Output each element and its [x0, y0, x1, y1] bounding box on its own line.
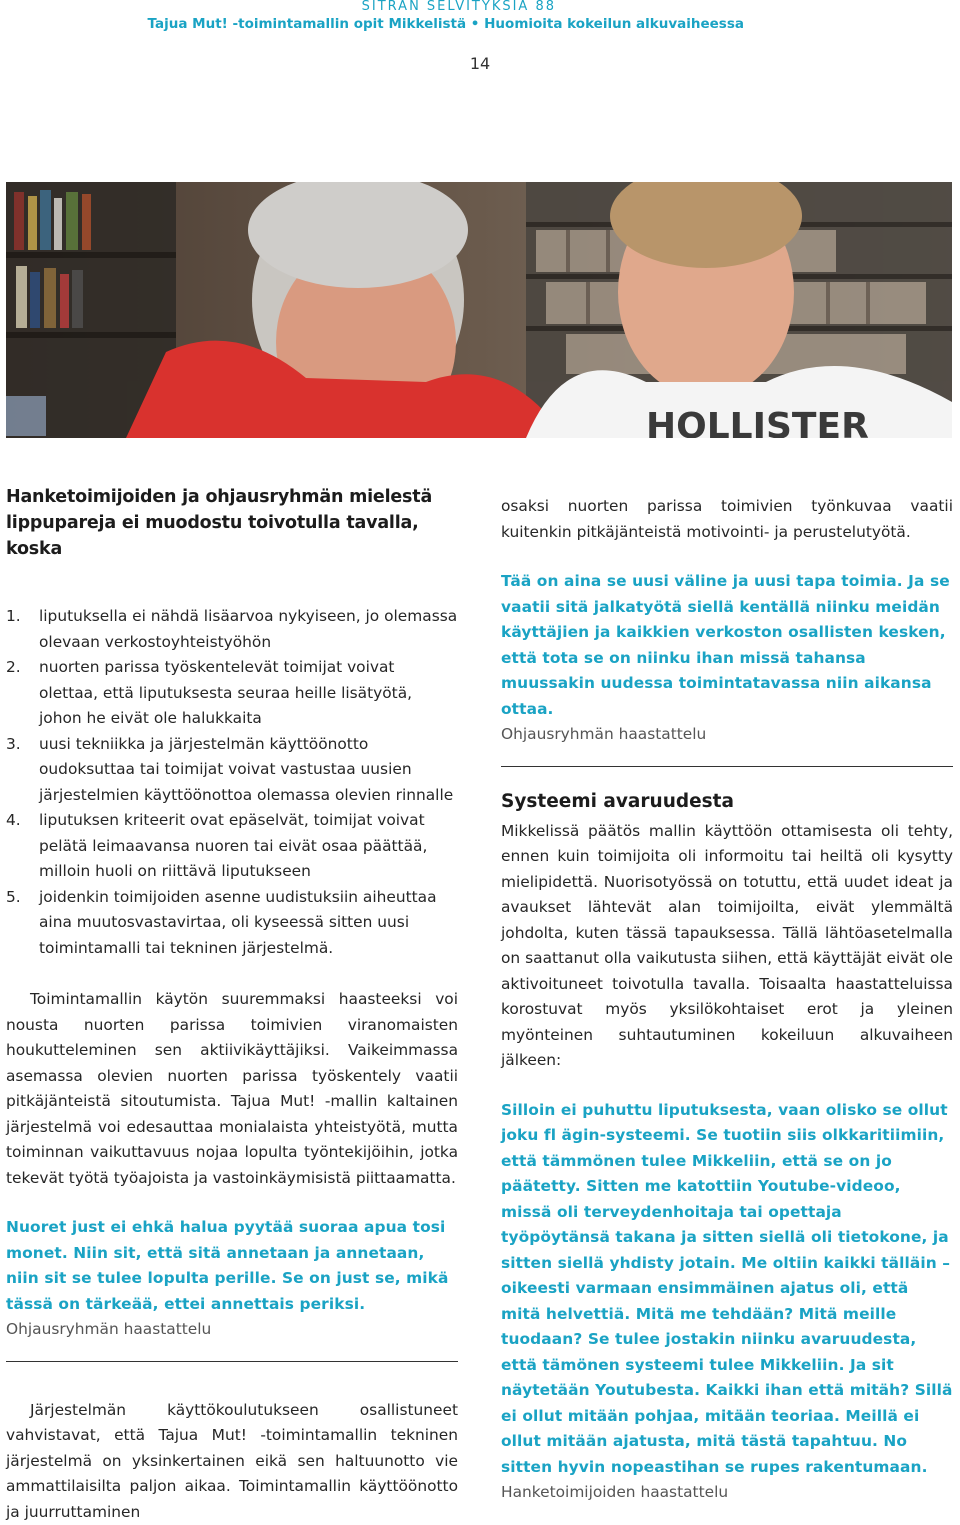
- body-paragraph-continued: osaksi nuorten parissa toimivien työnkuvaa vaatii kuitenkin pitkäjänteistä motivointi- ja perustelutyötä.: [501, 494, 953, 545]
- right-column: [501, 494, 953, 1506]
- photo: [6, 182, 952, 438]
- body-paragraph: Mikkelissä päätös mallin käyttöön ottamisesta oli tehty, ennen kuin toimijoita oli informoitu tai heiltä oli kysytty mielipidettä. Nuorisotyössä on totuttu, että uudet ideat ja avaukset lähtevät alan toimijoilta, eivät ylemmältä johdolta, kuten tässä tapauksessa. Tällä lähtöasetelmalla on saattanut olla vaikutusta siihen, että käyttäjät eivät ole aktivoituneet toivotulla tavalla. Toisaalta haastatteluissa korostuvat myös yksilökohtaiset erot ja yleinen myönteinen suhtautuminen kokeiluun alkuvaiheen jälkeen:: [501, 819, 953, 1074]
- running-title: Tajua Mut! -toimintamallin opit Mikkelistä • Huomioita kokeilun alkuvaiheessa: [148, 14, 744, 34]
- list-item: 3. uusi tekniikka ja järjestelmän käyttöönotto oudoksuttaa tai toimijat voivat vastustaa uusien järjestelmien käyttöönottoa olemassa olevien rinnalle: [6, 732, 458, 809]
- reasons-list: [6, 604, 458, 961]
- body-paragraph: Toimintamallin käytön suuremmaksi haasteeksi voi nousta nuorten parissa toimivien viranomaisten houkutteleminen sen aktiivikäyttäjiksi. Vaikeimmassa asemassa olevien nuorten parissa työskentely vaatii pitkäjänteistä sitoutumista. Tajua Mut! -mallin kaltainen järjestelmä voi edesauttaa monialaista yhteistyötä, mutta toiminnan vaikuttavuus nojaa lopulta työntekijöihin, jotka tekevät työtä työajoista ja vastoinkäymisistä piittaamatta.: [6, 987, 458, 1191]
- shirt-text: HOLLISTER: [646, 406, 869, 438]
- quote-source: Ohjausryhmän haastattelu: [501, 722, 953, 748]
- interview-quote: Nuoret just ei ehkä halua pyytää suoraa apua tosi monet. Niin sit, että sitä annetaan ja annetaan, niin sit se tulee lopulta perille. Se on just se, mikä tässä on tärkeää, ettei annettais periksi.: [6, 1215, 458, 1317]
- photo-two-men-illustration: [6, 182, 952, 438]
- page-number: 14: [0, 54, 960, 74]
- list-heading: Hanketoimijoiden ja ohjausryhmän mielestä lippupareja ei muodostu toivotulla tavalla, koska: [6, 484, 458, 562]
- series-label: SITRAN SELVITYKSIÄ 88: [362, 0, 556, 14]
- interview-quote: Silloin ei puhuttu liputuksesta, vaan olisko se ollut joku fl ägin-systeemi. Se tuotiin siis olkkaritiimiin, että tämmönen tulee Mikkeliin, että se on jo päätetty. Sitten me katottiin Youtube-videoo, missä oli terveydenhoitaja tai opettaja työpöytänsä takana ja sitten siellä oli tietokone, ja sitten siellä yhdisty jotain. Me oltiin kaikki tälläin – oikeesti varmaan ensimmäinen ajatus oli, että mitä helvettiä. Mitä me tehdään? Mitä meille tuodaan? Se tulee jostakin niinku avaruudesta, että tämönen systeemi tulee Mikkeliin. Ja sit näytetään Youtubesta. Kaikki ihan että mitäh? Sillä ei ollut mitään pohjaa, mitään teoriaa. Meillä ei ollut mitään ajatusta, mitä tästä tapahtuu. No sitten hyvin nopeastihan se rupes rakentumaan.: [501, 1098, 953, 1481]
- list-item: 1. liputuksella ei nähdä lisäarvoa nykyiseen, jo olemassa olevaan verkostoyhteistyöhön: [6, 604, 458, 655]
- left-column: [6, 484, 458, 1525]
- list-item: 5. joidenkin toimijoiden asenne uudistuksiin aiheuttaa aina muutosvastavirtaa, oli kyseessä sitten uusi toimintamalli tai tekninen järjestelmä.: [6, 885, 458, 962]
- quote-source: Hanketoimijoiden haastattelu: [501, 1480, 953, 1506]
- body-paragraph: Järjestelmän käyttökoulutukseen osallistuneet vahvistavat, että Tajua Mut! -toimintamallin tekninen järjestelmä on yksinkertainen eikä sen haltuunotto vie ammattilaisilta paljon aikaa. Toimintamallin käyttöönotto ja juurruttaminen: [6, 1398, 458, 1525]
- list-item: 2. nuorten parissa työskentelevät toimijat voivat olettaa, että liputuksesta seuraa heille lisätyötä, johon he eivät ole halukkaita: [6, 655, 458, 732]
- quote-source: Ohjausryhmän haastattelu: [6, 1317, 458, 1343]
- divider: [501, 766, 953, 767]
- divider: [6, 1361, 458, 1362]
- list-item: 4. liputuksen kriteerit ovat epäselvät, toimijat voivat pelätä leimaavansa nuoren tai eivät osaa päättää, milloin huoli on riittävä liputukseen: [6, 808, 458, 885]
- section-heading: Systeemi avaruudesta: [501, 789, 953, 815]
- interview-quote: Tää on aina se uusi väline ja uusi tapa toimia. Ja se vaatii sitä jalkatyötä siellä kentällä niinku meidän käyttäjien ja kaikkien verkoston osallisten kesken, että tota se on niinku ihan missä tahansa muussakin uudessa toimintatavassa niin aikansa ottaa.: [501, 569, 953, 722]
